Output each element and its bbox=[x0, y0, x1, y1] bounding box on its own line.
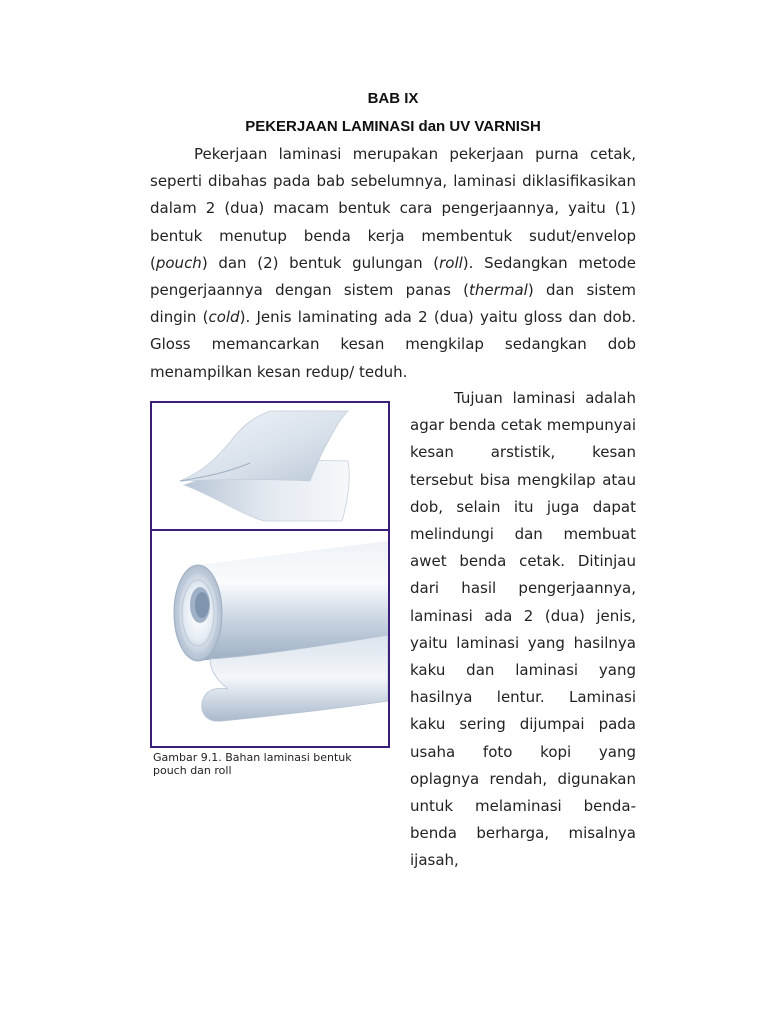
paragraph1-text-1: Pekerjaan laminasi merupakan pekerjaan purna cetak, seperti dibahas pada bab sebelumnya, laminasi diklasifikasikan dalam 2 (dua) macam bentuk cara pengerjaannya, yaitu (1) bentuk menutup benda kerja membentuk sudut/envelop ( bbox=[150, 145, 636, 272]
paragraph1-text-3: ). Sedangkan metode pengerjaannya dengan sistem panas ( bbox=[150, 253, 636, 300]
paragraph1-italic-pouch: pouch bbox=[155, 253, 202, 272]
paragraph1-italic-roll: roll bbox=[439, 253, 463, 272]
paragraph1-text-2: ) dan (2) bentuk gulungan ( bbox=[201, 253, 440, 272]
paragraph1-text-5: ). Jenis laminating ada 2 (dua) yaitu gloss dan dob. Gloss memancarkan kesan mengkilap sedangkan dob menampilkan kesan redup/ teduh. bbox=[150, 308, 636, 381]
paragraph1-text-4: ) dan sistem dingin ( bbox=[150, 281, 636, 327]
paragraph1-italic-cold: cold bbox=[208, 308, 240, 327]
roll-illustration bbox=[152, 531, 388, 746]
chapter-title: PEKERJAAN LAMINASI dan UV VARNISH bbox=[245, 118, 541, 135]
pouch-illustration bbox=[152, 403, 388, 529]
chapter-heading: BAB IX bbox=[367, 90, 419, 107]
body-paragraph-2: Tujuan laminasi adalah agar benda cetak mempunyai kesan arstistik, kesan tersebut bisa mengkilap atau dob, selain itu juga dapat melindungi dan membuat awet benda cetak. Ditinjau dari hasil pengerjaannya, laminasi ada 2 (dua) jenis, yaitu laminasi yang hasilnya kaku dan laminasi yang hasilnya lentur. Laminasi kaku sering dijumpai pada usaha foto kopi yang oplagnya rendah, digunakan untuk melaminasi benda-benda berharga, misalnya ijasah, bbox=[410, 389, 636, 870]
body-paragraph-1 bbox=[150, 141, 636, 386]
paragraph1-italic-thermal: thermal bbox=[469, 281, 528, 300]
lamination-figure bbox=[150, 401, 390, 748]
figure-caption: Gambar 9.1. Bahan laminasi bentuk pouch dan roll bbox=[153, 751, 352, 777]
